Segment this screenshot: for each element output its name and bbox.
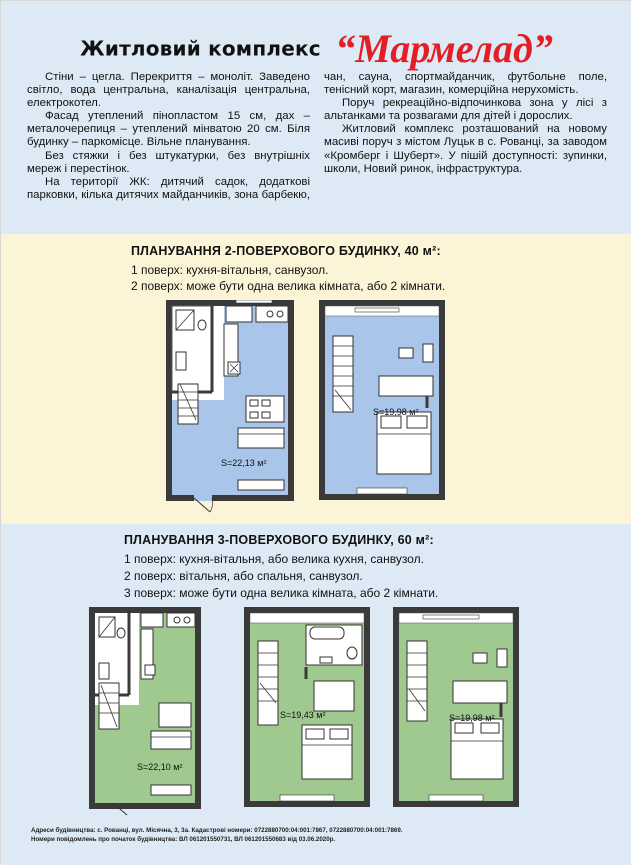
plan-3storey-floor3	[393, 607, 519, 807]
intro-paragraph: Житловий комплекс розташований на новому масиві поруч з містом Луцьк в с. Рованці, за заводом «Кромберг і Шуберт». У пішій доступності: зупинки, школи, Новий ринок, інфраструктура.	[324, 123, 607, 175]
two-storey-heading: ПЛАНУВАННЯ 2-ПОВЕРХОВОГО БУДИНКУ, 40 м²:	[131, 244, 441, 258]
intro-paragraph: На території ЖК: дитячий садок, додаткові парковки, кілька дитячих майданчиків, зона барбекю, чан, сауна, спортмайданчик, футбольне поле, тенісний корт, магазин, комерційна нерухомість.	[27, 71, 607, 201]
two-storey-line: 1 поверх: кухня-вітальня, санвузол.	[131, 263, 329, 277]
intro-paragraph: Стіни – цегла. Перекриття – моноліт. Заведено світло, вода центральна, каналізація центральна, електрокотел.	[27, 71, 310, 110]
footer-address: Адреси будівництва: с. Рованці, вул. Місячна, 3, 3а. Кадастрові номери: 0722880700:04:001:7867, 0722880700:04:001:7869.	[31, 827, 403, 834]
area-label: S=22,13 м²	[221, 458, 267, 468]
intro-paragraph: Фасад утеплений пінопластом 15 см, дах – металочерепиця – утеплений мінватою 20 см. Біля будинку – паркомісце. Вільне планування.	[27, 110, 310, 149]
intro-paragraph: Без стяжки і без штукатурки, без внутрішніх мереж і перестінок.	[27, 149, 310, 175]
three-storey-line: 1 поверх: кухня-вітальня, або велика кухня, санвузол.	[124, 552, 424, 566]
two-storey-line: 2 поверх: може бути одна велика кімната, або 2 кімнати.	[131, 279, 446, 293]
intro-paragraph: Поруч рекреаційно-відпочинкова зона у лісі з альтанками та розвагами для дітей і дорослих.	[324, 97, 607, 123]
plan-2storey-floor1	[166, 300, 294, 516]
area-label: S=19,98 м²	[373, 407, 419, 417]
plan-3storey-floor1	[89, 607, 201, 817]
page-title	[1, 25, 631, 72]
title-complex: Житловий комплекс	[80, 36, 321, 61]
three-storey-line: 2 поверх: вітальня, або спальня, санвузол.	[124, 569, 363, 583]
three-storey-heading: ПЛАНУВАННЯ 3-ПОВЕРХОВОГО БУДИНКУ, 60 м²:	[124, 533, 434, 547]
footer-permits: Номери повідомлень про початок будівництва: ВЛ 061201550731, ВЛ 061201550683 від 03.06.2020р.	[31, 835, 336, 843]
three-storey-line: 3 поверх: може бути одна велика кімната, або 2 кімнати.	[124, 586, 439, 600]
title-brand: “Мармелад”	[335, 26, 553, 71]
area-label: S=19,98 м²	[449, 713, 495, 723]
area-label: S=22,10 м²	[137, 762, 183, 772]
plan-2storey-floor2	[319, 300, 445, 500]
plan-3storey-floor2	[244, 607, 370, 807]
area-label: S=19,43 м²	[280, 710, 326, 720]
intro-text	[27, 71, 607, 202]
footer-notes	[31, 827, 403, 844]
